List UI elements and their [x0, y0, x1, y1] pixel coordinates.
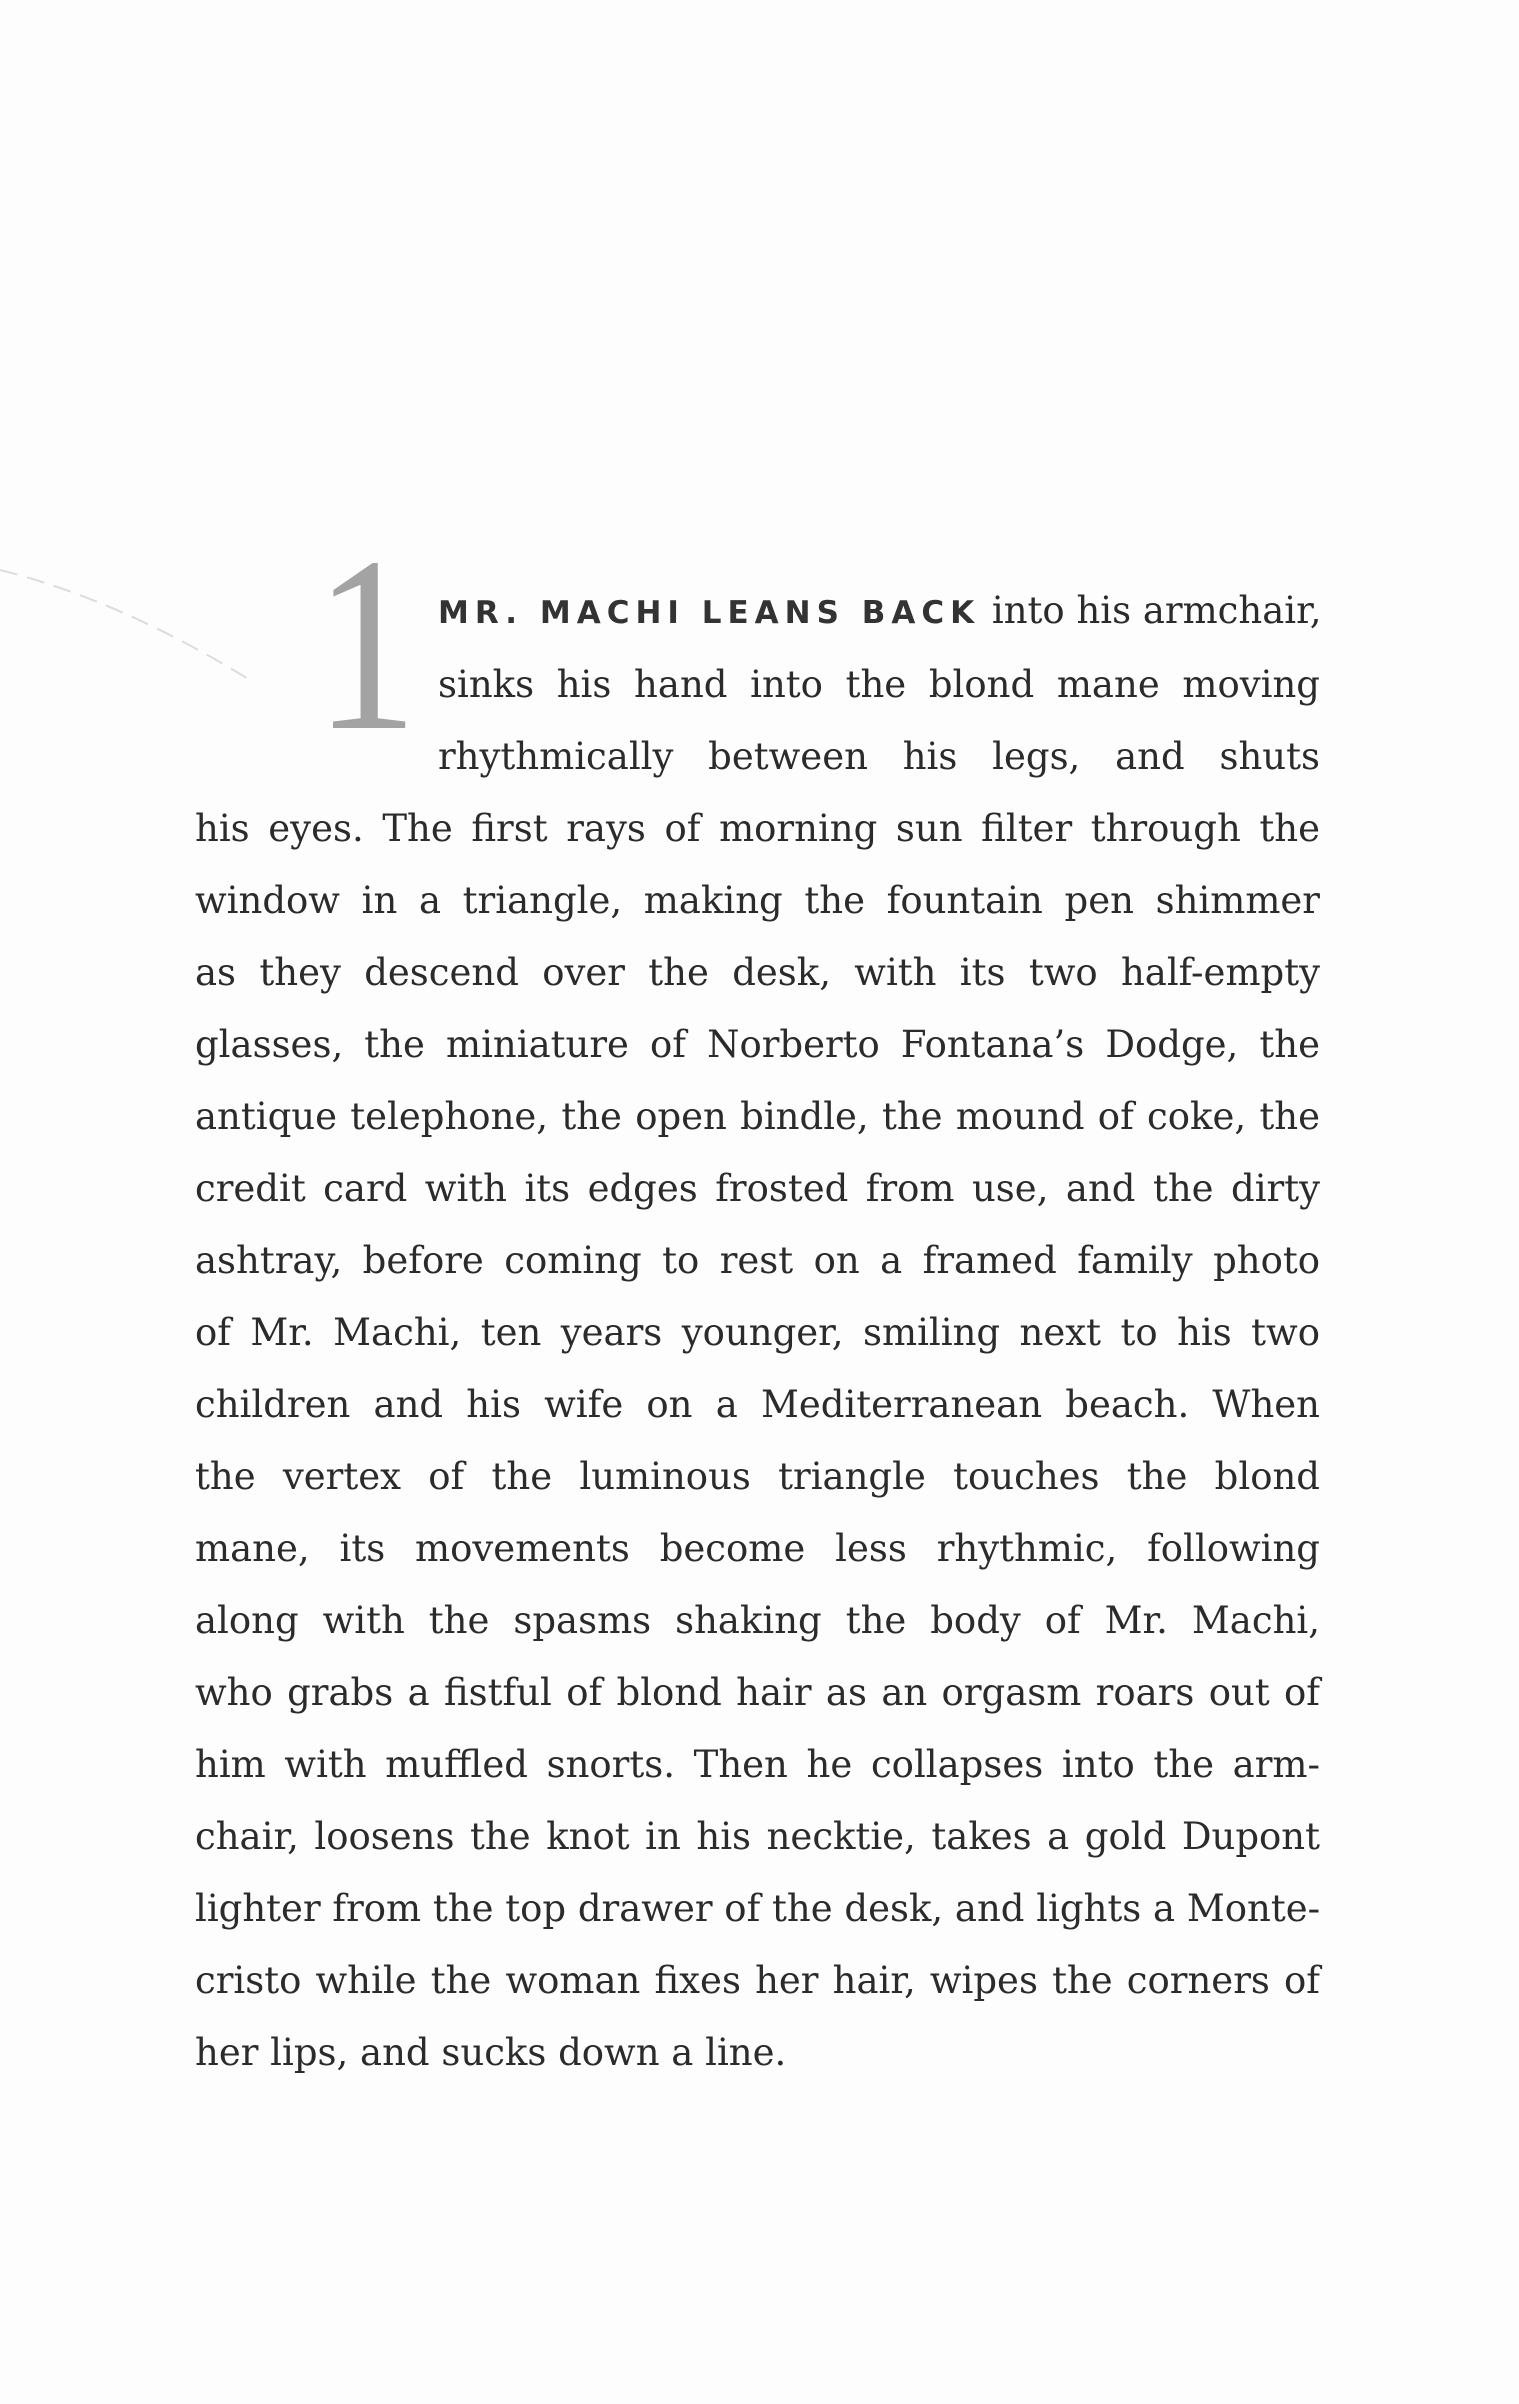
text-line-13: the vertex of the luminous triangle touches the blond — [195, 1455, 1320, 1498]
text-line-16: who grabs a fistful of blond hair as an orgasm roars out of — [195, 1671, 1320, 1714]
text-line-1 — [195, 575, 1320, 649]
text-line-17: him with muffled snorts. Then he collapses into the arm- — [195, 1743, 1320, 1786]
chapter-lead-in: MR. MACHI LEANS BACK — [438, 595, 981, 631]
text-line-4: his eyes. The first rays of morning sun filter through the — [195, 807, 1320, 850]
text-line-14: mane, its movements become less rhythmic, following — [195, 1527, 1320, 1570]
text-line-12: children and his wife on a Mediterranean beach. When — [195, 1383, 1320, 1426]
text-line-21: her lips, and sucks down a line. — [195, 2031, 787, 2074]
text-line-19: lighter from the top drawer of the desk, and lights a Monte- — [195, 1887, 1321, 1930]
text-line-15: along with the spasms shaking the body of Mr. Machi, — [195, 1599, 1320, 1642]
text-line-9: credit card with its edges frosted from use, and the dirty — [195, 1167, 1320, 1210]
text-line-8: antique telephone, the open bindle, the mound of coke, the — [195, 1095, 1320, 1138]
text-line-3: rhythmically between his legs, and shuts — [438, 735, 1320, 778]
chapter-body-text — [195, 575, 1320, 2089]
text-line-6: as they descend over the desk, with its two half-empty — [195, 951, 1320, 994]
text-line-2: sinks his hand into the blond mane moving — [438, 663, 1320, 706]
text-line-1-rest: into his armchair, — [980, 589, 1322, 632]
chapter-number: 1 — [315, 506, 418, 783]
text-line-11: of Mr. Machi, ten years younger, smiling next to his two — [195, 1311, 1320, 1354]
text-line-7: glasses, the miniature of Norberto Fontana’s Dodge, the — [195, 1023, 1320, 1066]
text-line-10: ashtray, before coming to rest on a framed family photo — [195, 1239, 1320, 1282]
text-line-20: cristo while the woman fixes her hair, wipes the corners of — [195, 1959, 1320, 2002]
text-line-5: window in a triangle, making the fountain pen shimmer — [195, 879, 1320, 922]
text-line-18: chair, loosens the knot in his necktie, takes a gold Dupont — [195, 1815, 1320, 1858]
